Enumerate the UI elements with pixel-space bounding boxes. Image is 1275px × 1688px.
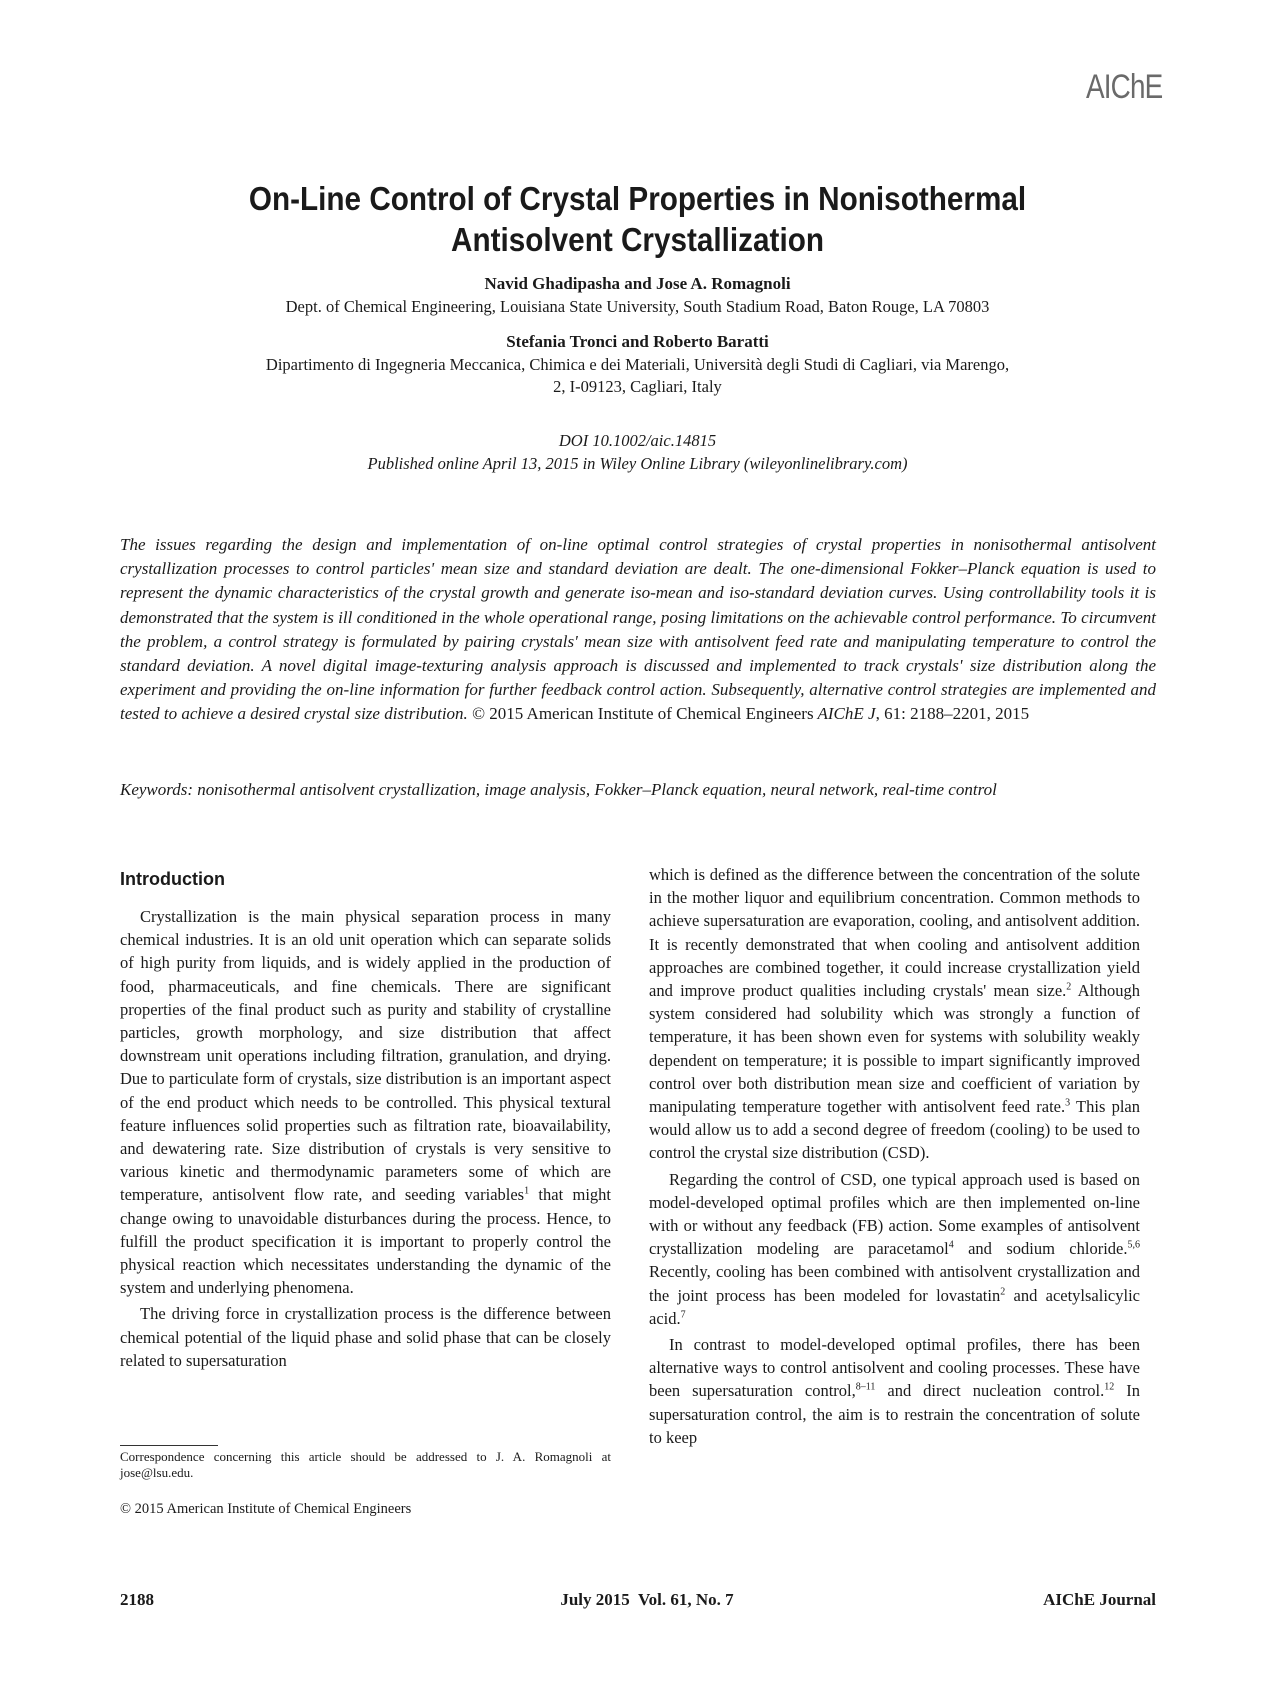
text-run: Regarding the control of CSD, one typical approach used is based on model-developed optimal profiles which are then implemented on-line with or without any feedback (FB) action. Some examples of antisolvent crystallization modeling are paracetamol <box>649 1169 1140 1259</box>
left-column <box>120 905 611 1375</box>
abstract <box>120 533 1156 727</box>
citation-ref: 5,6 <box>1127 1239 1140 1251</box>
journal-logo: AIChE <box>1085 68 1163 106</box>
intro-paragraph-3 <box>649 863 1140 1165</box>
journal-name: AIChE Journal <box>1043 1590 1156 1609</box>
text-run: and sodium chloride. <box>953 1239 1128 1259</box>
published-online: Published online April 13, 2015 in Wiley Online Library (wileyonlinelibrary.com) <box>367 454 908 473</box>
doi: DOI 10.1002/aic.14815 <box>558 431 717 450</box>
citation-ref: 3 <box>1065 1097 1071 1109</box>
text-run: that might change owing to unavoidable disturbances during the process. Hence, to fulfill the product specification it is important to properly control the physical reaction which necessitates understanding the dynamic of the system and underlying phenomena. <box>120 1185 611 1298</box>
page-number: 2188 <box>120 1590 154 1609</box>
intro-paragraph-1 <box>120 905 611 1299</box>
intro-paragraph-5 <box>649 1333 1140 1449</box>
author-group-2: Stefania Tronci and Roberto Baratti <box>506 332 769 351</box>
correspondence-footnote: Correspondence concerning this article should be addressed to J. A. Romagnoli at jose@lsu.edu. <box>120 1449 611 1480</box>
abstract-copyright: © 2015 American Institute of Chemical Engineers <box>472 704 814 724</box>
paper-title <box>120 178 1155 260</box>
title-line-1: On-Line Control of Crystal Properties in Nonisothermal <box>248 180 1027 217</box>
citation-ref: 2 <box>1000 1286 1006 1298</box>
right-column <box>649 863 1140 1452</box>
section-heading-introduction: Introduction <box>120 869 225 889</box>
abstract-citation: , 61: 2188–2201, 2015 <box>875 704 1030 724</box>
affiliation-2-line-2: 2, I-09123, Cagliari, Italy <box>553 377 722 396</box>
text-run: and acetylsalicylic acid. <box>649 1285 1140 1328</box>
footnote-divider <box>120 1445 218 1446</box>
abstract-text: The issues regarding the design and implementation of on-line optimal control strategies of crystal properties in nonisothermal antisolvent crystallization processes to control particles' mean size and standard deviation are dealt. The one-dimensional Fokker–Planck equation is used to represent the dynamic characteristics of the crystal growth and generate iso-mean and iso-standard deviation curves. Using controllability tools it is demonstrated that the system is ill conditioned in the whole operational range, posing limitations on the achievable control performance. To circumvent the problem, a control strategy is formulated by pairing crystals' mean size with antisolvent feed rate and manipulating temperature to control the standard deviation. A novel digital image-texturing analysis approach is discussed and implemented to track crystals' size distribution along the experiment and providing the on-line information for further feedback control action. Subsequently, alternative control strategies are implemented and tested to achieve a desired crystal size distribution. <box>120 535 1156 724</box>
text-run: Crystallization is the main physical separation process in many chemical industries. It is an old unit operation which can separate solids of high purity from liquids, and is widely applied in the production of food, pharmaceuticals, and fine chemicals. There are significant properties of the final product such as purity and stability of crystalline particles, growth morphology, and size distribution that affect downstream unit operations including filtration, granulation, and drying. Due to particulate form of crystals, size distribution is an important aspect of the end product which needs to be controlled. This physical textural feature influences solid properties such as filtration rate, bioavailability, and dewatering rate. Size distribution of crystals is very sensitive to various kinetic and thermodynamic parameters some of which are temperature, antisolvent flow rate, and seeding variables <box>120 907 611 1205</box>
affiliation-1: Dept. of Chemical Engineering, Louisiana State University, South Stadium Road, Baton Rouge, LA 70803 <box>285 297 990 316</box>
citation-ref: 2 <box>1066 981 1072 993</box>
affiliation-2 <box>120 354 1155 398</box>
journal-abbrev: AIChE J <box>817 704 876 724</box>
author-group-1: Navid Ghadipasha and Jose A. Romagnoli <box>484 274 791 293</box>
title-line-2: Antisolvent Crystallization <box>451 221 824 258</box>
text-run: In supersaturation control, the aim is to restrain the concentration of solute to keep <box>649 1381 1140 1447</box>
citation-ref: 8–11 <box>855 1381 876 1393</box>
citation-ref: 7 <box>680 1309 686 1321</box>
affiliation-2-line-1: Dipartimento di Ingegneria Meccanica, Chimica e dei Materiali, Università degli Studi di Cagliari, via Marengo, <box>265 355 1010 374</box>
keywords: Keywords: nonisothermal antisolvent crystallization, image analysis, Fokker–Planck equation, neural network, real-time control <box>120 780 997 799</box>
text-run: Although system considered had solubility which was strongly a function of temperature, it has been shown even for systems with solubility weakly dependent on temperature; it is possible to impart significantly improved control over both distribution mean size and coefficient of variation by manipulating temperature together with antisolvent feed rate. <box>649 981 1140 1117</box>
citation-ref: 4 <box>948 1239 954 1251</box>
intro-paragraph-4 <box>649 1168 1140 1330</box>
text-run: and direct nucleation control. <box>875 1381 1105 1401</box>
citation-ref: 1 <box>524 1185 530 1197</box>
text-run: In contrast to model-developed optimal profiles, there has been alternative ways to control antisolvent and cooling processes. These have been supersaturation control, <box>649 1335 1140 1401</box>
issue-info: July 2015 Vol. 61, No. 7 <box>560 1590 734 1609</box>
intro-paragraph-2: The driving force in crystallization process is the difference between chemical potential of the liquid phase and solid phase that can be closely related to supersaturation <box>120 1304 611 1370</box>
text-run: This plan would allow us to add a second degree of freedom (cooling) to be used to control the crystal size distribution (CSD). <box>649 1097 1140 1163</box>
citation-ref: 12 <box>1104 1381 1115 1393</box>
copyright-notice: © 2015 American Institute of Chemical Engineers <box>120 1501 412 1517</box>
text-run: Recently, cooling has been combined with antisolvent crystallization and the joint process has been modeled for lovastatin <box>649 1262 1140 1305</box>
text-run: which is defined as the difference between the concentration of the solute in the mother liquor and equilibrium concentration. Common methods to achieve supersaturation are evaporation, cooling, and antisolvent addition. It is recently demonstrated that when cooling and antisolvent addition approaches are combined together, it could increase crystallization yield and improve product qualities including crystals' mean size. <box>649 865 1140 1001</box>
